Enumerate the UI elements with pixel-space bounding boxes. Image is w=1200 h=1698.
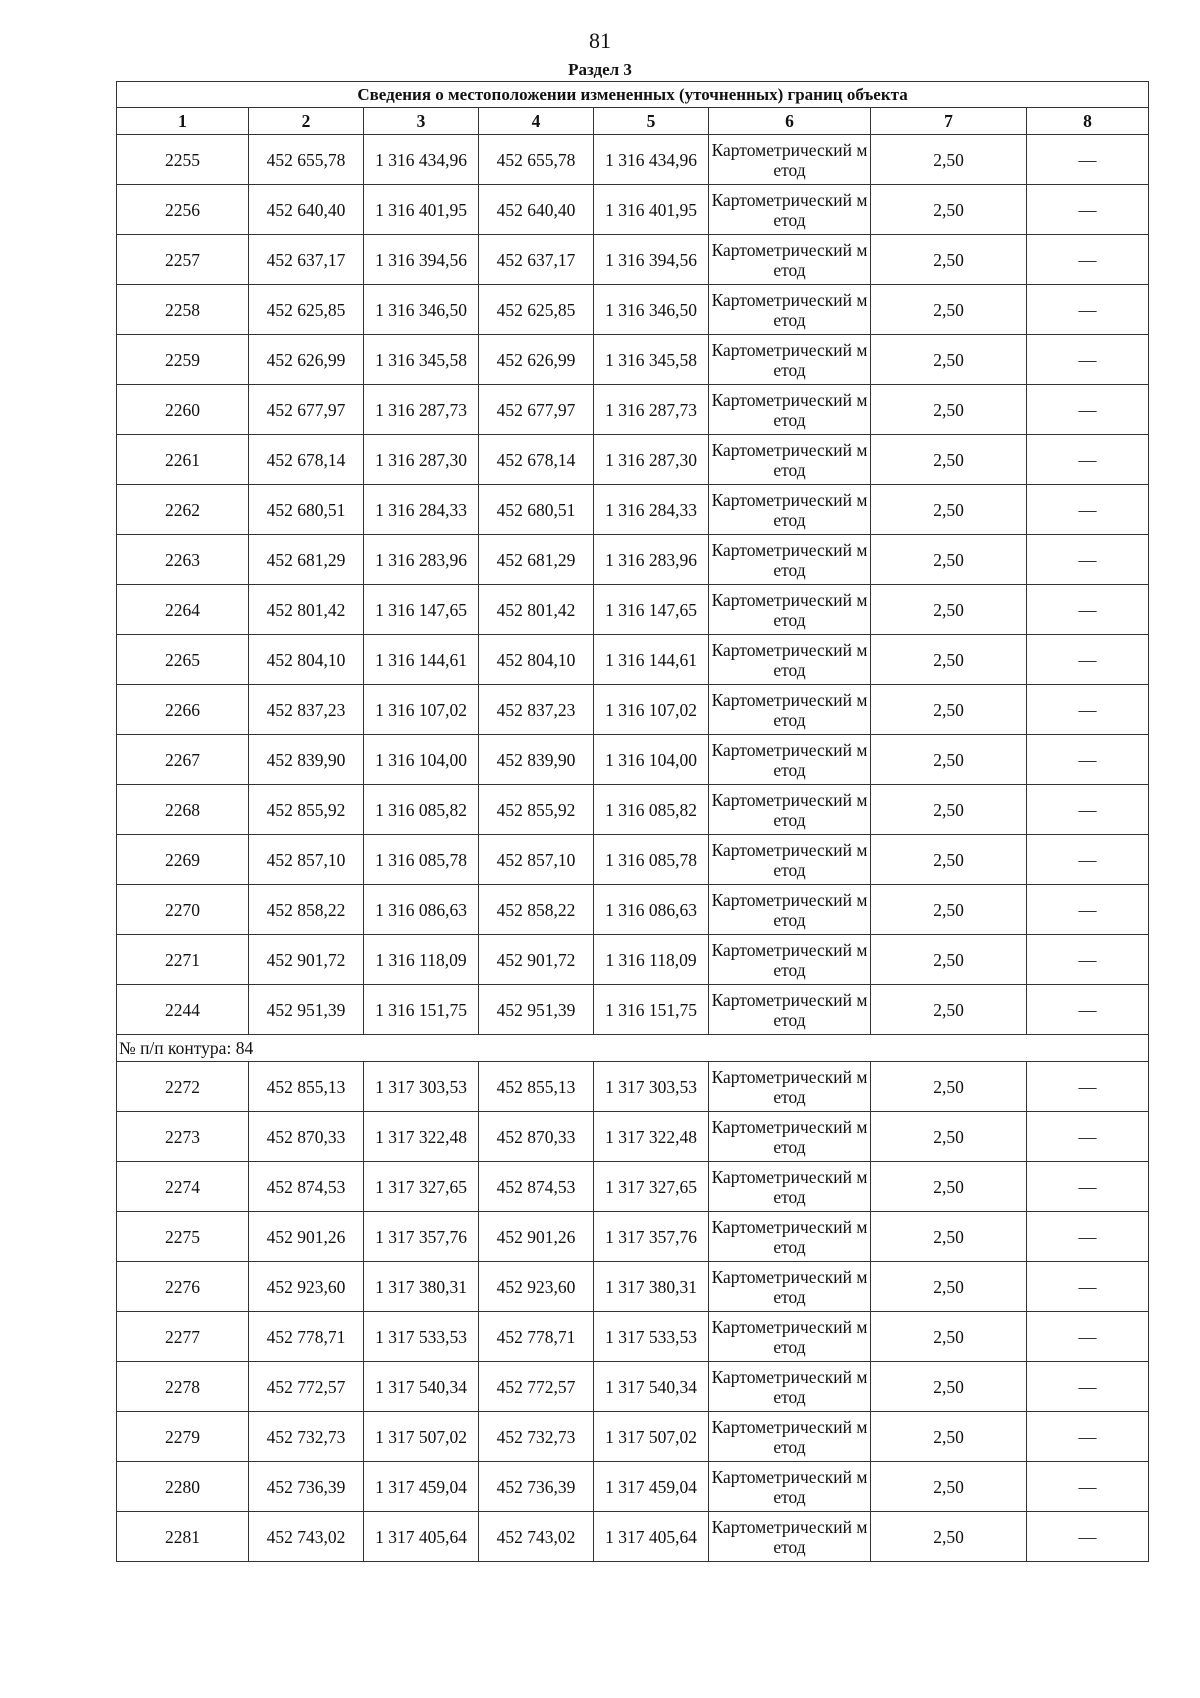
cell-accuracy: 2,50 — [871, 935, 1027, 985]
cell-new-x: 452 626,99 — [479, 335, 594, 385]
cell-existing-y: 1 316 107,02 — [364, 685, 479, 735]
cell-accuracy: 2,50 — [871, 435, 1027, 485]
table-row — [117, 385, 1149, 435]
cell-existing-x: 452 923,60 — [249, 1262, 364, 1312]
cell-new-x: 452 677,97 — [479, 385, 594, 435]
cell-method: Картометрический метод — [709, 535, 871, 585]
cell-point-number: 2280 — [117, 1462, 249, 1512]
table-row — [117, 435, 1149, 485]
column-number: 6 — [709, 108, 871, 135]
cell-existing-y: 1 316 283,96 — [364, 535, 479, 585]
cell-existing-y: 1 317 540,34 — [364, 1362, 479, 1412]
cell-method: Картометрический метод — [709, 485, 871, 535]
cell-point-number: 2259 — [117, 335, 249, 385]
cell-description: — — [1027, 1462, 1149, 1512]
table-row — [117, 1362, 1149, 1412]
page-number: 81 — [589, 28, 611, 53]
table-row — [117, 585, 1149, 635]
table-row — [117, 685, 1149, 735]
cell-new-x: 452 736,39 — [479, 1462, 594, 1512]
table-row — [117, 1512, 1149, 1562]
cell-point-number: 2276 — [117, 1262, 249, 1312]
cell-accuracy: 2,50 — [871, 235, 1027, 285]
cell-new-x: 452 655,78 — [479, 135, 594, 185]
cell-new-y: 1 316 401,95 — [594, 185, 709, 235]
cell-existing-x: 452 678,14 — [249, 435, 364, 485]
cell-existing-x: 452 743,02 — [249, 1512, 364, 1562]
cell-existing-y: 1 316 346,50 — [364, 285, 479, 335]
cell-existing-y: 1 316 287,73 — [364, 385, 479, 435]
cell-description: — — [1027, 835, 1149, 885]
cell-method: Картометрический метод — [709, 1112, 871, 1162]
cell-point-number: 2268 — [117, 785, 249, 835]
cell-method: Картометрический метод — [709, 435, 871, 485]
cell-method: Картометрический метод — [709, 835, 871, 885]
cell-new-y: 1 317 507,02 — [594, 1412, 709, 1462]
cell-point-number: 2263 — [117, 535, 249, 585]
cell-existing-y: 1 317 405,64 — [364, 1512, 479, 1562]
cell-existing-y: 1 316 086,63 — [364, 885, 479, 935]
table-row — [117, 935, 1149, 985]
table-row — [117, 1062, 1149, 1112]
cell-point-number: 2278 — [117, 1362, 249, 1412]
cell-point-number: 2272 — [117, 1062, 249, 1112]
cell-point-number: 2267 — [117, 735, 249, 785]
cell-description: — — [1027, 285, 1149, 335]
cell-accuracy: 2,50 — [871, 1412, 1027, 1462]
cell-new-x: 452 743,02 — [479, 1512, 594, 1562]
cell-accuracy: 2,50 — [871, 635, 1027, 685]
column-number: 4 — [479, 108, 594, 135]
cell-new-y: 1 317 357,76 — [594, 1212, 709, 1262]
cell-description: — — [1027, 1512, 1149, 1562]
cell-new-x: 452 640,40 — [479, 185, 594, 235]
cell-new-x: 452 858,22 — [479, 885, 594, 935]
cell-point-number: 2262 — [117, 485, 249, 535]
cell-accuracy: 2,50 — [871, 785, 1027, 835]
column-number: 3 — [364, 108, 479, 135]
cell-accuracy: 2,50 — [871, 835, 1027, 885]
cell-description: — — [1027, 485, 1149, 535]
cell-accuracy: 2,50 — [871, 185, 1027, 235]
cell-existing-x: 452 874,53 — [249, 1162, 364, 1212]
cell-description: — — [1027, 385, 1149, 435]
contour-label-row — [117, 1035, 1149, 1062]
cell-point-number: 2279 — [117, 1412, 249, 1462]
cell-new-x: 452 874,53 — [479, 1162, 594, 1212]
cell-new-y: 1 317 405,64 — [594, 1512, 709, 1562]
cell-existing-y: 1 317 459,04 — [364, 1462, 479, 1512]
cell-point-number: 2273 — [117, 1112, 249, 1162]
cell-method: Картометрический метод — [709, 385, 871, 435]
cell-description: — — [1027, 1312, 1149, 1362]
cell-description: — — [1027, 435, 1149, 485]
boundary-table-container — [116, 81, 1148, 1562]
cell-existing-y: 1 316 151,75 — [364, 985, 479, 1035]
table-row — [117, 535, 1149, 585]
cell-description: — — [1027, 985, 1149, 1035]
cell-existing-x: 452 732,73 — [249, 1412, 364, 1462]
cell-accuracy: 2,50 — [871, 135, 1027, 185]
cell-new-y: 1 316 434,96 — [594, 135, 709, 185]
cell-description: — — [1027, 1362, 1149, 1412]
cell-new-y: 1 316 345,58 — [594, 335, 709, 385]
cell-method: Картометрический метод — [709, 735, 871, 785]
cell-existing-x: 452 855,13 — [249, 1062, 364, 1112]
cell-accuracy: 2,50 — [871, 1512, 1027, 1562]
cell-description: — — [1027, 1062, 1149, 1112]
cell-accuracy: 2,50 — [871, 1112, 1027, 1162]
table-body — [117, 135, 1149, 1562]
cell-method: Картометрический метод — [709, 1312, 871, 1362]
cell-new-y: 1 316 147,65 — [594, 585, 709, 635]
cell-description: — — [1027, 235, 1149, 285]
cell-new-y: 1 316 118,09 — [594, 935, 709, 985]
cell-new-x: 452 857,10 — [479, 835, 594, 885]
cell-new-y: 1 316 394,56 — [594, 235, 709, 285]
cell-accuracy: 2,50 — [871, 985, 1027, 1035]
table-row — [117, 485, 1149, 535]
table-row — [117, 1162, 1149, 1212]
cell-existing-x: 452 901,72 — [249, 935, 364, 985]
table-row — [117, 985, 1149, 1035]
cell-point-number: 2275 — [117, 1212, 249, 1262]
cell-existing-x: 452 677,97 — [249, 385, 364, 435]
cell-method: Картометрический метод — [709, 1262, 871, 1312]
table-row — [117, 885, 1149, 935]
cell-new-x: 452 772,57 — [479, 1362, 594, 1412]
cell-new-y: 1 316 284,33 — [594, 485, 709, 535]
cell-new-y: 1 317 322,48 — [594, 1112, 709, 1162]
cell-point-number: 2265 — [117, 635, 249, 685]
cell-description: — — [1027, 885, 1149, 935]
cell-existing-y: 1 317 327,65 — [364, 1162, 479, 1212]
cell-method: Картометрический метод — [709, 335, 871, 385]
cell-new-x: 452 837,23 — [479, 685, 594, 735]
cell-description: — — [1027, 1262, 1149, 1312]
cell-accuracy: 2,50 — [871, 1212, 1027, 1262]
cell-existing-x: 452 655,78 — [249, 135, 364, 185]
cell-existing-y: 1 316 144,61 — [364, 635, 479, 685]
cell-existing-y: 1 317 533,53 — [364, 1312, 479, 1362]
cell-new-y: 1 316 085,82 — [594, 785, 709, 835]
cell-new-x: 452 625,85 — [479, 285, 594, 335]
cell-accuracy: 2,50 — [871, 335, 1027, 385]
cell-point-number: 2277 — [117, 1312, 249, 1362]
table-row — [117, 635, 1149, 685]
cell-existing-x: 452 625,85 — [249, 285, 364, 335]
cell-existing-x: 452 839,90 — [249, 735, 364, 785]
cell-point-number: 2257 — [117, 235, 249, 285]
cell-description: — — [1027, 135, 1149, 185]
cell-existing-y: 1 316 287,30 — [364, 435, 479, 485]
table-row — [117, 735, 1149, 785]
cell-accuracy: 2,50 — [871, 1262, 1027, 1312]
cell-point-number: 2260 — [117, 385, 249, 435]
cell-existing-y: 1 316 394,56 — [364, 235, 479, 285]
cell-accuracy: 2,50 — [871, 585, 1027, 635]
cell-description: — — [1027, 635, 1149, 685]
cell-accuracy: 2,50 — [871, 885, 1027, 935]
cell-new-y: 1 317 459,04 — [594, 1462, 709, 1512]
cell-existing-x: 452 858,22 — [249, 885, 364, 935]
cell-point-number: 2266 — [117, 685, 249, 735]
cell-existing-y: 1 317 357,76 — [364, 1212, 479, 1262]
cell-existing-y: 1 317 507,02 — [364, 1412, 479, 1462]
cell-accuracy: 2,50 — [871, 1462, 1027, 1512]
cell-method: Картометрический метод — [709, 1362, 871, 1412]
cell-accuracy: 2,50 — [871, 685, 1027, 735]
cell-method: Картометрический метод — [709, 1212, 871, 1262]
cell-new-x: 452 804,10 — [479, 635, 594, 685]
column-number: 7 — [871, 108, 1027, 135]
cell-new-y: 1 317 327,65 — [594, 1162, 709, 1212]
cell-description: — — [1027, 785, 1149, 835]
cell-existing-x: 452 901,26 — [249, 1212, 364, 1262]
cell-method: Картометрический метод — [709, 685, 871, 735]
table-caption-row — [117, 82, 1149, 108]
cell-point-number: 2270 — [117, 885, 249, 935]
cell-new-x: 452 637,17 — [479, 235, 594, 285]
cell-new-x: 452 839,90 — [479, 735, 594, 785]
table-row — [117, 835, 1149, 885]
cell-existing-y: 1 316 085,82 — [364, 785, 479, 835]
table-caption: Сведения о местоположении измененных (уточненных) границ объекта — [117, 82, 1149, 108]
cell-description: — — [1027, 335, 1149, 385]
cell-existing-x: 452 640,40 — [249, 185, 364, 235]
cell-existing-x: 452 804,10 — [249, 635, 364, 685]
cell-description: — — [1027, 1162, 1149, 1212]
cell-new-y: 1 316 287,30 — [594, 435, 709, 485]
cell-accuracy: 2,50 — [871, 285, 1027, 335]
cell-existing-x: 452 681,29 — [249, 535, 364, 585]
cell-existing-y: 1 316 118,09 — [364, 935, 479, 985]
cell-accuracy: 2,50 — [871, 1362, 1027, 1412]
cell-new-x: 452 855,13 — [479, 1062, 594, 1112]
table-row — [117, 285, 1149, 335]
column-number: 2 — [249, 108, 364, 135]
cell-new-y: 1 316 104,00 — [594, 735, 709, 785]
cell-existing-y: 1 316 401,95 — [364, 185, 479, 235]
cell-new-x: 452 901,26 — [479, 1212, 594, 1262]
cell-new-x: 452 901,72 — [479, 935, 594, 985]
cell-description: — — [1027, 935, 1149, 985]
cell-existing-x: 452 870,33 — [249, 1112, 364, 1162]
cell-new-y: 1 316 086,63 — [594, 885, 709, 935]
cell-description: — — [1027, 185, 1149, 235]
cell-new-y: 1 316 107,02 — [594, 685, 709, 735]
contour-label: № п/п контура: 84 — [117, 1035, 1149, 1062]
cell-existing-y: 1 316 085,78 — [364, 835, 479, 885]
cell-new-x: 452 951,39 — [479, 985, 594, 1035]
cell-existing-x: 452 637,17 — [249, 235, 364, 285]
cell-method: Картометрический метод — [709, 785, 871, 835]
cell-new-x: 452 801,42 — [479, 585, 594, 635]
cell-existing-x: 452 736,39 — [249, 1462, 364, 1512]
cell-accuracy: 2,50 — [871, 735, 1027, 785]
cell-point-number: 2261 — [117, 435, 249, 485]
cell-description: — — [1027, 1412, 1149, 1462]
cell-method: Картометрический метод — [709, 185, 871, 235]
cell-accuracy: 2,50 — [871, 1162, 1027, 1212]
cell-new-y: 1 317 303,53 — [594, 1062, 709, 1112]
cell-description: — — [1027, 535, 1149, 585]
cell-description: — — [1027, 685, 1149, 735]
cell-existing-y: 1 317 322,48 — [364, 1112, 479, 1162]
cell-method: Картометрический метод — [709, 135, 871, 185]
cell-point-number: 2258 — [117, 285, 249, 335]
boundary-coordinates-table — [116, 81, 1149, 1562]
cell-method: Картометрический метод — [709, 1462, 871, 1512]
cell-method: Картометрический метод — [709, 935, 871, 985]
table-row — [117, 235, 1149, 285]
column-number-row — [117, 108, 1149, 135]
column-number: 5 — [594, 108, 709, 135]
cell-point-number: 2256 — [117, 185, 249, 235]
cell-method: Картометрический метод — [709, 1162, 871, 1212]
cell-point-number: 2271 — [117, 935, 249, 985]
cell-point-number: 2274 — [117, 1162, 249, 1212]
cell-existing-x: 452 857,10 — [249, 835, 364, 885]
cell-existing-x: 452 778,71 — [249, 1312, 364, 1362]
table-row — [117, 335, 1149, 385]
cell-existing-y: 1 316 147,65 — [364, 585, 479, 635]
table-row — [117, 185, 1149, 235]
cell-existing-x: 452 680,51 — [249, 485, 364, 535]
cell-method: Картометрический метод — [709, 1412, 871, 1462]
cell-new-x: 452 870,33 — [479, 1112, 594, 1162]
cell-method: Картометрический метод — [709, 285, 871, 335]
cell-new-x: 452 732,73 — [479, 1412, 594, 1462]
table-row — [117, 1112, 1149, 1162]
cell-new-y: 1 316 283,96 — [594, 535, 709, 585]
cell-method: Картометрический метод — [709, 585, 871, 635]
cell-method: Картометрический метод — [709, 985, 871, 1035]
cell-accuracy: 2,50 — [871, 385, 1027, 435]
cell-new-y: 1 316 346,50 — [594, 285, 709, 335]
cell-existing-y: 1 316 284,33 — [364, 485, 479, 535]
cell-new-y: 1 317 380,31 — [594, 1262, 709, 1312]
table-row — [117, 1462, 1149, 1512]
cell-new-y: 1 316 085,78 — [594, 835, 709, 885]
cell-description: — — [1027, 585, 1149, 635]
table-row — [117, 1412, 1149, 1462]
cell-existing-y: 1 316 434,96 — [364, 135, 479, 185]
cell-existing-x: 452 772,57 — [249, 1362, 364, 1412]
cell-existing-x: 452 626,99 — [249, 335, 364, 385]
cell-point-number: 2255 — [117, 135, 249, 185]
cell-new-y: 1 317 533,53 — [594, 1312, 709, 1362]
cell-new-x: 452 678,14 — [479, 435, 594, 485]
cell-method: Картометрический метод — [709, 1512, 871, 1562]
column-number: 1 — [117, 108, 249, 135]
cell-accuracy: 2,50 — [871, 1312, 1027, 1362]
cell-new-x: 452 855,92 — [479, 785, 594, 835]
cell-existing-y: 1 316 104,00 — [364, 735, 479, 785]
cell-existing-y: 1 317 303,53 — [364, 1062, 479, 1112]
cell-accuracy: 2,50 — [871, 535, 1027, 585]
table-row — [117, 1262, 1149, 1312]
cell-point-number: 2264 — [117, 585, 249, 635]
cell-new-x: 452 681,29 — [479, 535, 594, 585]
cell-new-x: 452 680,51 — [479, 485, 594, 535]
cell-existing-x: 452 855,92 — [249, 785, 364, 835]
cell-point-number: 2244 — [117, 985, 249, 1035]
cell-description: — — [1027, 1112, 1149, 1162]
cell-description: — — [1027, 1212, 1149, 1262]
section-title: Раздел 3 — [568, 60, 632, 79]
cell-new-y: 1 317 540,34 — [594, 1362, 709, 1412]
cell-existing-y: 1 316 345,58 — [364, 335, 479, 385]
cell-existing-x: 452 801,42 — [249, 585, 364, 635]
cell-existing-y: 1 317 380,31 — [364, 1262, 479, 1312]
table-row — [117, 785, 1149, 835]
cell-point-number: 2281 — [117, 1512, 249, 1562]
cell-point-number: 2269 — [117, 835, 249, 885]
cell-accuracy: 2,50 — [871, 1062, 1027, 1112]
column-number: 8 — [1027, 108, 1149, 135]
cell-method: Картометрический метод — [709, 235, 871, 285]
cell-existing-x: 452 951,39 — [249, 985, 364, 1035]
cell-method: Картометрический метод — [709, 1062, 871, 1112]
table-row — [117, 1212, 1149, 1262]
cell-existing-x: 452 837,23 — [249, 685, 364, 735]
cell-accuracy: 2,50 — [871, 485, 1027, 535]
table-row — [117, 135, 1149, 185]
cell-description: — — [1027, 735, 1149, 785]
table-row — [117, 1312, 1149, 1362]
cell-new-x: 452 923,60 — [479, 1262, 594, 1312]
cell-new-y: 1 316 151,75 — [594, 985, 709, 1035]
cell-new-x: 452 778,71 — [479, 1312, 594, 1362]
cell-new-y: 1 316 144,61 — [594, 635, 709, 685]
cell-method: Картометрический метод — [709, 635, 871, 685]
cell-new-y: 1 316 287,73 — [594, 385, 709, 435]
cell-method: Картометрический метод — [709, 885, 871, 935]
